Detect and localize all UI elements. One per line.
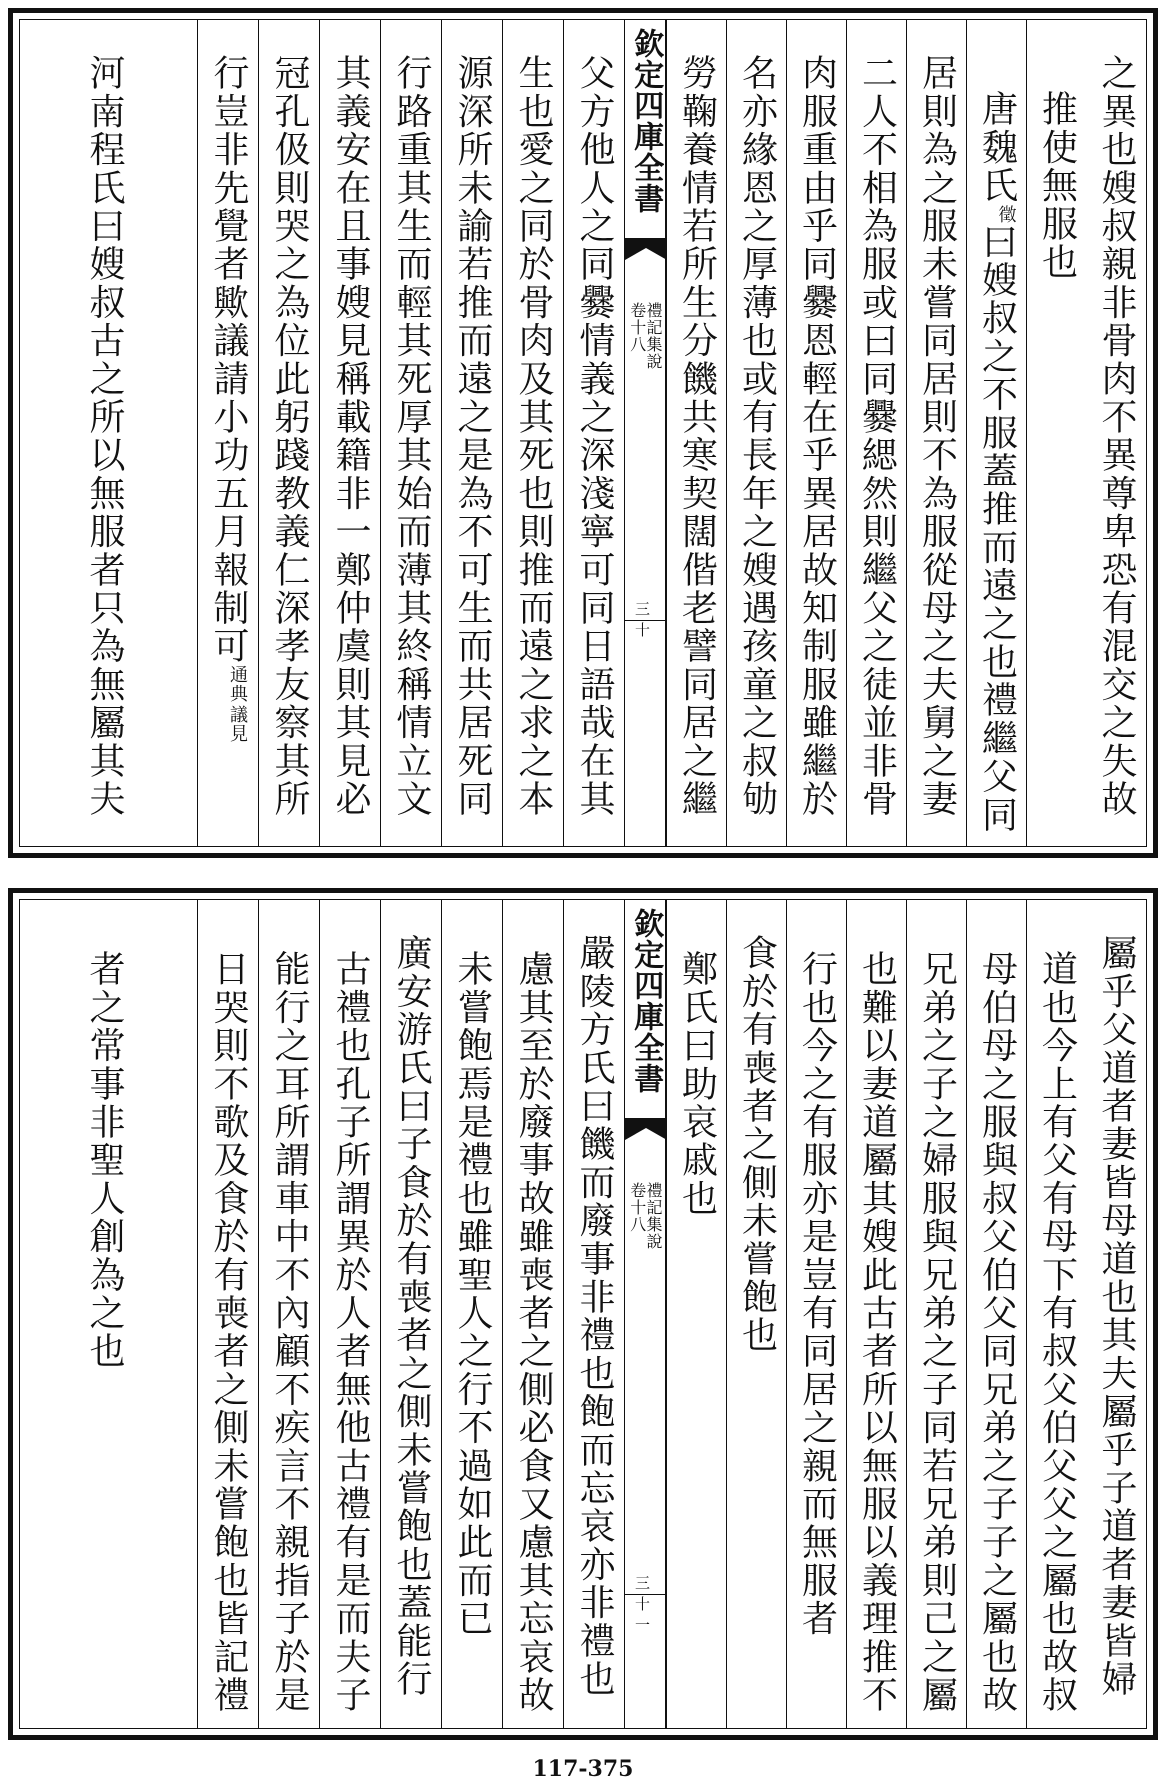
column-text: 古禮也孔子所謂異於人者無他古禮有是而夫子 (330, 950, 371, 1714)
text-column (563, 900, 624, 1728)
center-margin-column (624, 900, 666, 1728)
text-column (441, 900, 502, 1728)
text-column (786, 900, 846, 1728)
column-text: 居則為之服未嘗同居則不為服從母之夫舅之妻 (916, 54, 958, 818)
volume-label: 卷十八 (627, 1182, 647, 1233)
center-margin-column (624, 20, 666, 846)
text-column (966, 20, 1026, 846)
column-text: 道也今上有父有母下有叔父伯父父之屬也故叔 (1036, 950, 1078, 1714)
fishtail-mark-icon (625, 1118, 667, 1156)
fishtail-mark-icon (625, 238, 667, 276)
column-text: 生也愛之同於骨肉及其死也則推而遠之求之本 (513, 54, 554, 818)
column-text: 廣安游氏曰子食於有喪者之側未嘗飽也蓋能行 (391, 934, 432, 1698)
text-column (197, 20, 258, 846)
text-column (846, 20, 906, 846)
text-column (1026, 900, 1086, 1728)
column-text-part: 行豈非先覺者歟議請小功五月報制可 (208, 54, 249, 666)
text-column (726, 900, 786, 1728)
column-text (976, 90, 1018, 834)
upper-page-frame (8, 8, 1158, 858)
column-text: 冠孔伋則哭之為位此躬踐教義仁深孝友察其所 (269, 54, 310, 818)
column-text: 嚴陵方氏曰饑而廢事非禮也飽而忘哀亦非禮也 (574, 934, 615, 1698)
column-text: 屬乎父道者妻皆母道也其夫屬乎子道者妻皆婦 (1096, 934, 1137, 1698)
column-text: 父方他人之同爨情義之深淺寧可同日語哉在其 (574, 54, 615, 818)
text-column (1086, 900, 1146, 1728)
inline-note (228, 665, 246, 743)
column-text: 行路重其生而輕其死厚其始而薄其終稱情立文 (391, 54, 432, 818)
column-text: 食於有喪者之側未嘗飽也 (736, 934, 778, 1355)
page-marker: 三十一 (635, 1574, 651, 1634)
text-column (11, 900, 197, 1728)
inline-note-line: 通典 (227, 665, 248, 704)
column-text: 鄭氏曰助哀戚也 (676, 950, 718, 1218)
section-title: 禮記集說 (644, 302, 663, 370)
column-text: 能行之耳所謂車中不內顧不疾言不親指子於是 (269, 950, 310, 1714)
page-marker: 三十 (635, 600, 651, 639)
text-column (258, 900, 319, 1728)
text-column (786, 20, 846, 846)
column-text: 兄弟之子之婦服與兄弟之子同若兄弟則己之屬 (916, 950, 958, 1714)
text-column (563, 20, 624, 846)
text-column (380, 900, 441, 1728)
column-text: 河南程氏曰嫂叔古之所以無服者只為無屬其夫 (84, 54, 125, 818)
text-column (666, 20, 726, 846)
text-column (1026, 20, 1086, 846)
column-text: 推使無服也 (1036, 90, 1078, 281)
column-text: 勞鞠養情若所生分饑共寒契闊偕老譬同居之繼 (676, 54, 718, 818)
text-column (1086, 20, 1146, 846)
lower-page-body (19, 899, 1147, 1729)
section-title: 禮記集說 (644, 1182, 663, 1250)
column-text: 源深所未諭若推而遠之是為不可生而共居死同 (452, 54, 493, 818)
lower-page-frame (8, 888, 1158, 1740)
text-column (846, 900, 906, 1728)
column-text: 也難以妻道屬其嫂此古者所以無服以義理推不 (856, 950, 898, 1714)
column-text: 慮其至於廢事故雖喪者之側必食又慮其忘哀故 (513, 950, 554, 1714)
text-column (502, 900, 563, 1728)
text-column (906, 900, 966, 1728)
column-text: 行也今之有服亦是豈有同居之親而無服者 (796, 950, 838, 1638)
column-text: 日哭則不歌及食於有喪者之側未嘗飽也皆記禮 (208, 950, 249, 1714)
book-title: 欽定四庫全書 (628, 908, 664, 1094)
text-column (197, 900, 258, 1728)
column-text: 名亦緣恩之厚薄也或有長年之嫂遇孩童之叔劬 (736, 54, 778, 818)
page-number: 117-375 (532, 1756, 634, 1782)
text-column (319, 20, 380, 846)
column-text: 未嘗飽焉是禮也雖聖人之行不過如此而已 (452, 950, 493, 1638)
text-column (502, 20, 563, 846)
text-column (906, 20, 966, 846)
upper-page-body (19, 19, 1147, 847)
text-column (441, 20, 502, 846)
column-text-part: 曰嫂叔之不服蓋推而遠之也禮繼父同 (976, 222, 1018, 834)
column-text: 二人不相為服或曰同爨緦然則繼父之徒並非骨 (856, 54, 898, 818)
text-column (666, 900, 726, 1728)
column-text: 肉服重由乎同爨恩輕在乎異居故知制服雖繼於 (796, 54, 838, 818)
column-text: 母伯母之服與叔父伯父同兄弟之子子之屬也故 (976, 950, 1018, 1714)
text-column (11, 20, 197, 846)
text-column (319, 900, 380, 1728)
text-column (380, 20, 441, 846)
column-text-part: 唐魏氏 (976, 90, 1018, 205)
text-column (726, 20, 786, 846)
column-text: 者之常事非聖人創為之也 (84, 950, 125, 1371)
column-text (208, 54, 249, 744)
column-text: 其義安在且事嫂見稱載籍非一鄭仲虞則其見必 (330, 54, 371, 818)
inline-note-line: 議見 (227, 705, 248, 744)
volume-label: 卷十八 (627, 302, 647, 353)
column-text: 之異也嫂叔親非骨肉不異尊卑恐有混交之失故 (1096, 54, 1137, 818)
text-column (966, 900, 1026, 1728)
inline-note: 徵 (995, 204, 1017, 223)
text-column (258, 20, 319, 846)
book-title: 欽定四庫全書 (628, 28, 664, 214)
